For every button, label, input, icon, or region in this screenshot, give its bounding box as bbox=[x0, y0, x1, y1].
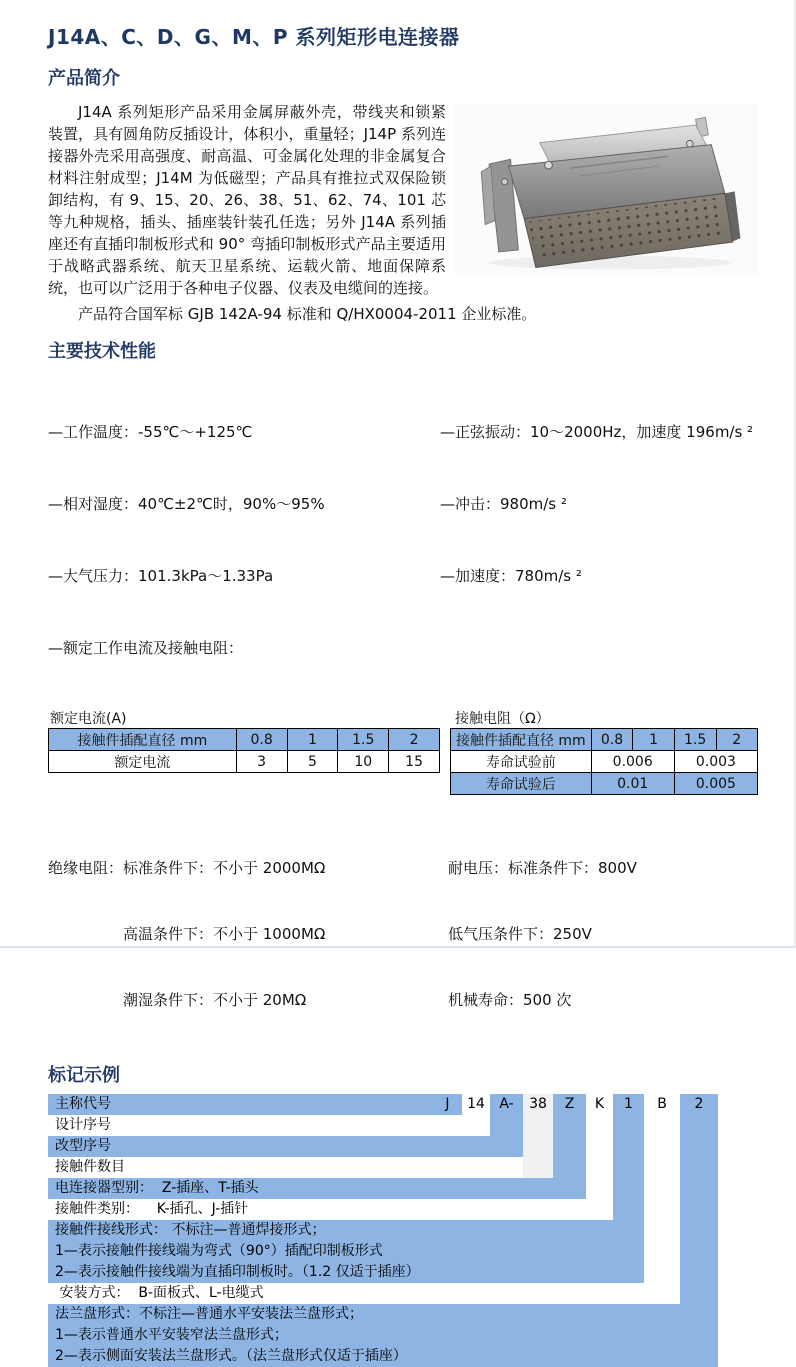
spec-line: 低气压条件下：250V bbox=[448, 925, 592, 943]
spec-item: —额定工作电流及接触电阻： bbox=[48, 639, 244, 657]
row-label-cell: 额定电流 bbox=[49, 751, 237, 773]
section-heading-specs: 主要技术性能 bbox=[48, 341, 156, 362]
spec-list-right bbox=[440, 372, 758, 708]
header-cell: 1.5 bbox=[338, 729, 389, 751]
header-cell: 1.5 bbox=[674, 729, 716, 751]
spec-item: —加速度：780m/s ² bbox=[440, 567, 582, 585]
header-cell: 接触件插配直径 mm bbox=[49, 729, 237, 751]
standards-note: 产品符合国军标 GJB 142A-94 标准和 Q/HX0004-2011 企业标准。 bbox=[78, 305, 537, 323]
connector-photo-illustration bbox=[454, 103, 758, 275]
diagram-row-label: 2—表示接触件接线端为直插印制板时。（1.2 仅适于插座） bbox=[55, 1264, 420, 1280]
header-cell: 2 bbox=[716, 729, 758, 751]
band-row-3 bbox=[48, 1136, 523, 1157]
diagram-row-label: 改型序号 bbox=[55, 1138, 111, 1154]
intro-block bbox=[48, 101, 758, 299]
spec-columns bbox=[48, 372, 758, 708]
table-header-row bbox=[49, 729, 440, 751]
contact-resistance-table bbox=[450, 728, 758, 795]
value-cell: 10 bbox=[338, 751, 389, 773]
insulation-resistance-block bbox=[48, 813, 440, 1055]
value-cell: 0.006 bbox=[591, 751, 674, 773]
diagram-row-label: 电连接器型别： Z-插座、T-插头 bbox=[55, 1180, 259, 1196]
intro-paragraph: J14A 系列矩形产品采用金属屏蔽外壳，带线夹和锁紧装置，具有圆角防反插设计，体积小，重量轻；J14P 系列连接器外壳采用高强度、耐高温、可金属化处理的非金属复合材料注射成型；J14M 为低磁型；产品具有推拉式双保险锁卸结构，有 9、15、20、26、38、51、62、74、101 芯等九种规格，插头、插座装针装孔任选；另外 J14A 系列插座还有直插印制板形式和 90° 弯插印制板形式产品主要适用于战略武器系统、航天卫星系统、运载火箭、地面保障系统，也可以广泛用于各种电子仪器、仪表及电缆间的连接。 bbox=[48, 103, 446, 297]
spec-line: 机械寿命：500 次 bbox=[448, 991, 572, 1009]
product-photo bbox=[454, 103, 758, 275]
part-number-diagram bbox=[48, 1094, 722, 1367]
code-cell-2: 2 bbox=[694, 1096, 704, 1112]
current-table-caption: 额定电流(A) bbox=[50, 711, 127, 727]
spec-item: —相对湿度：40℃±2℃时，90%～95% bbox=[48, 495, 325, 513]
diagram-row-label: 主称代号 bbox=[55, 1096, 111, 1112]
spec-line: 高温条件下：不小于 1000MΩ bbox=[123, 925, 326, 943]
table-row bbox=[49, 751, 440, 773]
header-cell: 2 bbox=[389, 729, 440, 751]
value-cell: 0.01 bbox=[591, 773, 674, 795]
value-cell: 0.003 bbox=[674, 751, 757, 773]
resistance-table-caption: 接触电阻（Ω） bbox=[455, 711, 550, 727]
section-heading-intro: 产品简介 bbox=[48, 68, 120, 89]
spec-line: 绝缘电阻：标准条件下：不小于 2000MΩ bbox=[48, 859, 326, 877]
code-cell-A: A- bbox=[499, 1096, 514, 1112]
row-label-cell: 寿命试验后 bbox=[451, 773, 592, 795]
spec-item: —工作温度：-55℃～+125℃ bbox=[48, 423, 253, 441]
code-cell-1: 1 bbox=[624, 1096, 633, 1112]
spec-line: 潮湿条件下：不小于 20MΩ bbox=[123, 991, 307, 1009]
diagram-row-label: 接触件类别： K-插孔、J-插针 bbox=[55, 1201, 249, 1217]
header-cell: 0.8 bbox=[591, 729, 633, 751]
code-cell-Z: Z bbox=[564, 1096, 575, 1112]
code-cell-14: 14 bbox=[467, 1096, 485, 1112]
value-cell: 0.005 bbox=[674, 773, 757, 795]
table-row bbox=[451, 751, 758, 773]
rated-current-table bbox=[48, 728, 440, 773]
value-cell: 3 bbox=[236, 751, 287, 773]
diagram-row-label: 1—表示接触件接线端为弯式（90°）插配印制板形式 bbox=[55, 1243, 383, 1259]
tables-row bbox=[48, 728, 758, 795]
header-cell: 1 bbox=[633, 729, 674, 751]
table-captions bbox=[48, 710, 758, 728]
header-cell: 1 bbox=[287, 729, 338, 751]
diagram-row-label: 安装方式： B-面板式、L-电缆式 bbox=[55, 1285, 264, 1301]
section-heading-marking: 标记示例 bbox=[48, 1065, 120, 1086]
code-cell-J: J bbox=[445, 1096, 450, 1112]
spec-line: 耐电压：标准条件下：800V bbox=[448, 859, 637, 877]
value-cell: 15 bbox=[389, 751, 440, 773]
diagram-row-label: 1—表示普通水平安装窄法兰盘形式； bbox=[55, 1327, 288, 1343]
spec-item: —冲击：980m/s ² bbox=[440, 495, 567, 513]
header-cell: 接触件插配直径 mm bbox=[451, 729, 592, 751]
spec-item: —大气压力：101.3kPa～1.33Pa bbox=[48, 567, 274, 585]
diagram-row-label: 接触件接线形式： 不标注—普通焊接形式； bbox=[55, 1222, 326, 1238]
code-cell-38: 38 bbox=[529, 1096, 547, 1112]
page-title: J14A、C、D、G、M、P 系列矩形电连接器 bbox=[48, 25, 460, 49]
diagram-row-label: 接触件数目 bbox=[55, 1159, 125, 1175]
table-header-row bbox=[451, 729, 758, 751]
diagram-row-label: 2—表示侧面安装法兰盘形式。（法兰盘形式仅适于插座） bbox=[55, 1348, 407, 1364]
code-cell-K: K bbox=[594, 1096, 605, 1112]
code-cell-B: B bbox=[657, 1096, 667, 1112]
row-label-cell: 寿命试验前 bbox=[451, 751, 592, 773]
bottom-specs bbox=[48, 813, 758, 1055]
withstand-voltage-block bbox=[440, 813, 758, 1055]
header-cell: 0.8 bbox=[236, 729, 287, 751]
diagram-row-label: 设计序号 bbox=[55, 1117, 111, 1133]
diagram-row-label: 法兰盘形式：不标注—普通水平安装法兰盘形式； bbox=[55, 1306, 363, 1322]
spec-item: —正弦振动：10～2000Hz，加速度 196m/s ² bbox=[440, 423, 754, 441]
table-row bbox=[451, 773, 758, 795]
spec-list-left bbox=[48, 372, 440, 708]
value-cell: 5 bbox=[287, 751, 338, 773]
